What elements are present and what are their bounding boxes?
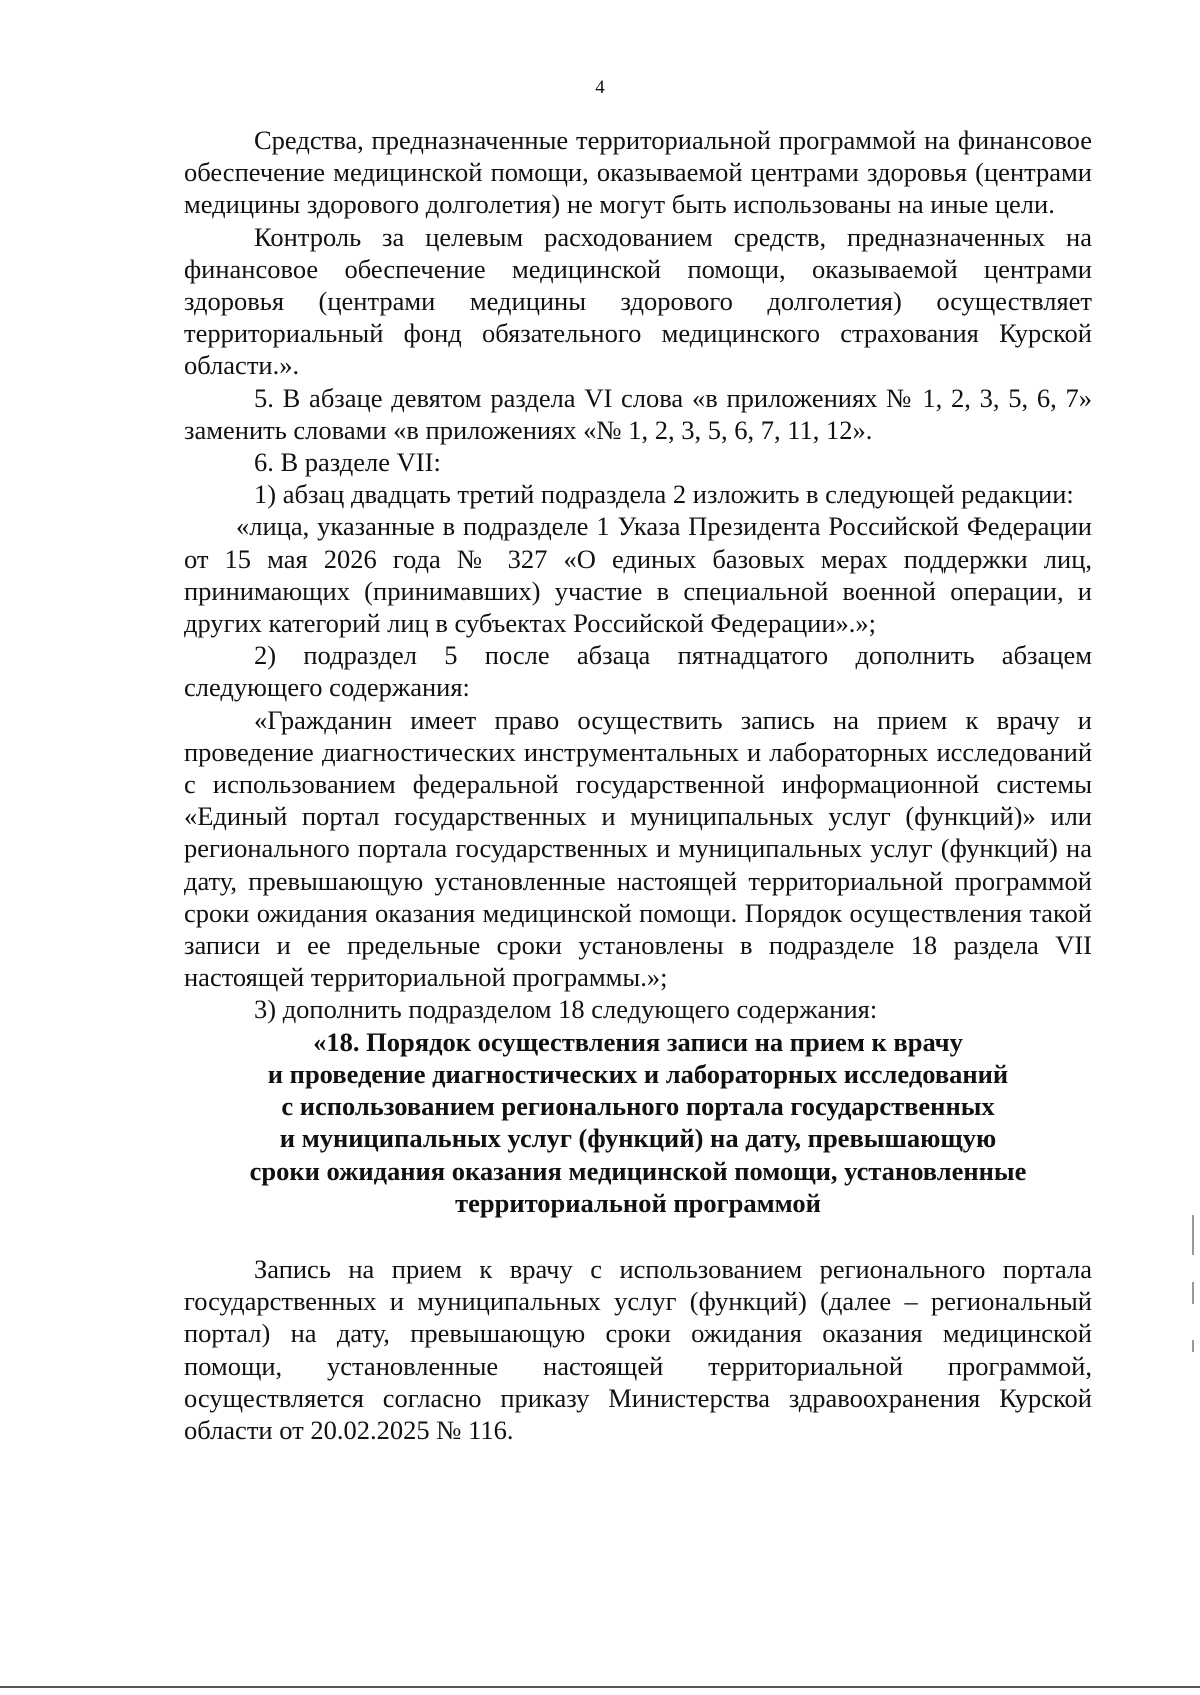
paragraph: 3) дополнить подразделом 18 следующего содержания: (254, 994, 878, 1025)
scan-artifact-mark (1192, 1340, 1194, 1352)
paragraph: «лица, указанные в подразделе 1 Указа Президента Российской Федерации от 15 мая 2026 года № 327 «О единых базовых мерах поддержки лиц, принимающих (принимавших) участие в специальной военной операции, и других категорий лиц в субъектах Российской Федерации».»; (184, 511, 1092, 639)
heading-line: и муниципальных услуг (функций) на дату, превышающую (279, 1123, 997, 1154)
heading-line: территориальной программой (455, 1187, 821, 1218)
heading-line: с использованием регионального портала государственных (281, 1091, 995, 1122)
paragraph: 6. В разделе VII: (254, 447, 441, 478)
paragraph: «Гражданин имеет право осуществить запись на прием к врачу и проведение диагностических инструментальных и лабораторных исследований с использованием федеральной государственной информационной системы «Единый портал государственных и муниципальных услуг (функций)» или регионального портала государственных и муниципальных услуг (функций) на дату, превышающую установленные настоящей территориальной программой сроки ожидания оказания медицинской помощи. Порядок осуществления такой записи и ее предельные сроки установлены в подразделе 18 раздела VII настоящей территориальной программы.»; (184, 704, 1092, 993)
heading-line: и проведение диагностических и лабораторных исследований (267, 1058, 1009, 1089)
heading-line: сроки ожидания оказания медицинской помощи, установленные (249, 1155, 1027, 1186)
paragraph: 2) подраздел 5 после абзаца пятнадцатого дополнить абзацем следующего содержания: (184, 640, 1092, 703)
heading-line: «18. Порядок осуществления записи на прием к врачу (313, 1026, 963, 1057)
scan-artifact-mark (1192, 1215, 1194, 1255)
document-body (184, 124, 1092, 1446)
page-number: 4 (595, 77, 605, 98)
paragraph: Средства, предназначенные территориальной программой на финансовое обеспечение медицинской помощи, оказываемой центрами здоровья (центрами медицины здорового долголетия) не могут быть использованы на иные цели. (184, 125, 1092, 220)
paragraph: 1) абзац двадцать третий подраздела 2 изложить в следующей редакции: (254, 479, 1074, 510)
paragraph: Запись на прием к врачу с использованием регионального портала государственных и муниципальных услуг (функций) (далее – региональный портал) на дату, превышающую сроки ожидания оказания медицинской помощи, установленные настоящей территориальной программой, осуществляется согласно приказу Министерства здравоохранения Курской области от 20.02.2025 № 116. (184, 1253, 1092, 1445)
paragraph: Контроль за целевым расходованием средств, предназначенных на финансовое обеспечение медицинской помощи, оказываемой центрами здоровья (центрами медицины здорового долголетия) осуществляет территориальный фонд обязательного медицинского страхования Курской области.». (184, 221, 1092, 381)
section-heading (184, 1026, 1092, 1219)
scan-bottom-edge (0, 1686, 1200, 1688)
scan-artifact-mark (1192, 1282, 1194, 1304)
paragraph: 5. В абзаце девятом раздела VI слова «в приложениях № 1, 2, 3, 5, 6, 7» заменить словами «в приложениях «№ 1, 2, 3, 5, 6, 7, 11, 12». (184, 382, 1092, 445)
